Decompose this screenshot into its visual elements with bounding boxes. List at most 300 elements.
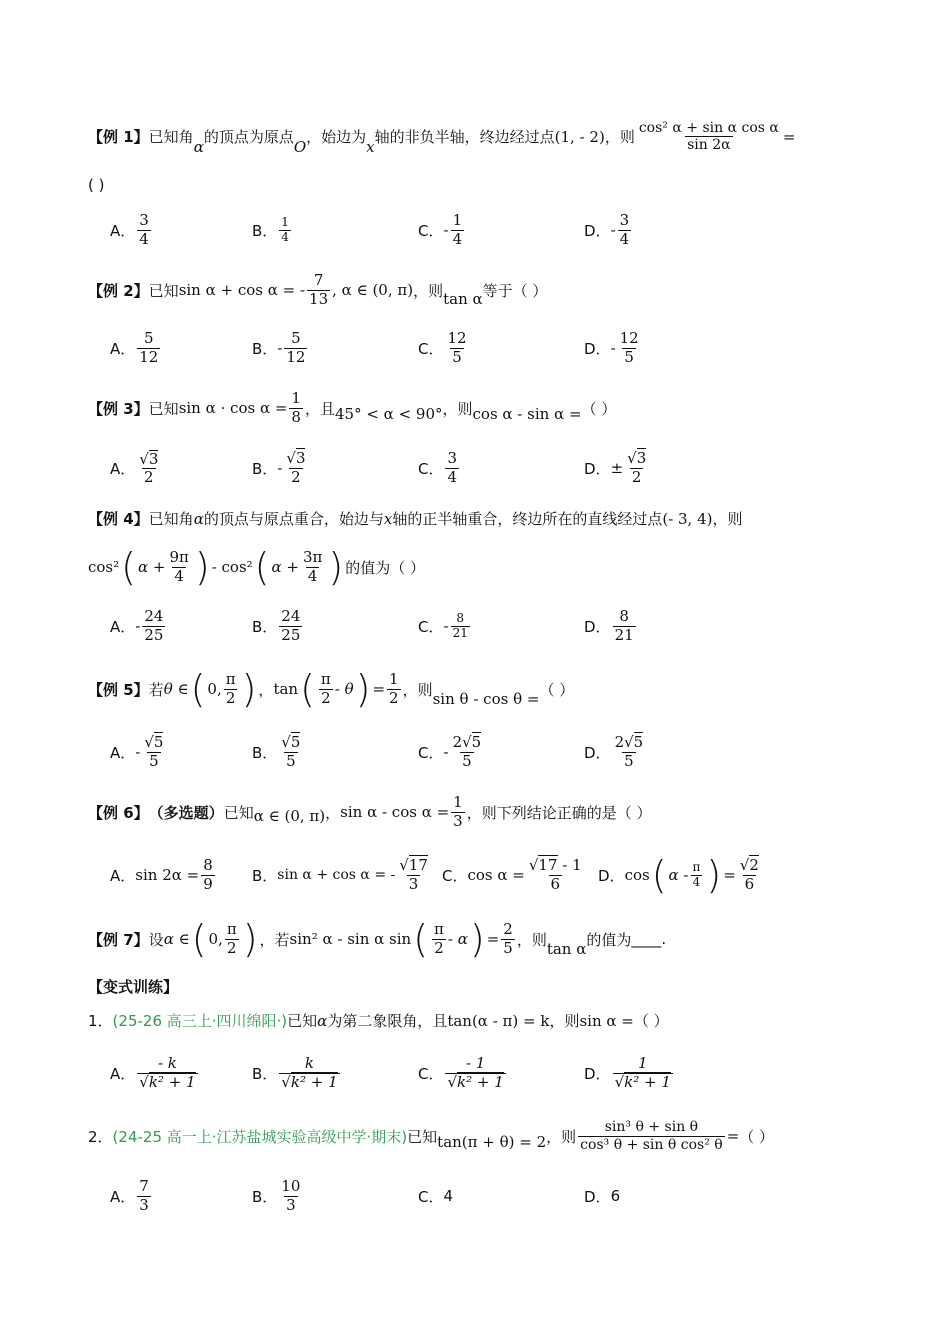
option-d[interactable] bbox=[584, 1048, 675, 1098]
option-a[interactable] bbox=[110, 604, 167, 648]
option-b[interactable] bbox=[252, 326, 309, 370]
sign: - bbox=[277, 339, 283, 357]
radicand: 2 bbox=[749, 856, 759, 875]
denominator: cos³ θ + sin θ cos² θ bbox=[580, 1136, 723, 1153]
radicand: 5 bbox=[290, 733, 301, 752]
text: ，始边为 bbox=[306, 128, 367, 147]
option-label: D． bbox=[584, 1187, 611, 1206]
text: 已知 bbox=[287, 1012, 318, 1030]
math: α bbox=[317, 1011, 328, 1030]
denominator: 4 bbox=[447, 467, 458, 486]
option-label: C． bbox=[418, 743, 444, 762]
example-tag: 【例 4】 bbox=[88, 510, 149, 528]
example-tag: 【例 3】 bbox=[88, 399, 149, 418]
math: sin 2α = bbox=[135, 866, 200, 884]
radicand: 3 bbox=[148, 449, 159, 468]
text: 已知角 bbox=[148, 128, 194, 147]
fraction bbox=[397, 857, 430, 893]
example-tag: 【例 2】 bbox=[88, 281, 149, 300]
text: 已知 bbox=[148, 399, 179, 418]
option-a[interactable] bbox=[110, 728, 167, 776]
math: tan α bbox=[443, 290, 483, 308]
text: （ ） bbox=[581, 399, 617, 418]
option-label: D． bbox=[584, 339, 611, 358]
numerator: 5 bbox=[291, 329, 301, 348]
math: O bbox=[293, 137, 307, 156]
fraction bbox=[137, 330, 160, 366]
math: - θ bbox=[334, 680, 354, 698]
math: cos α - sin α = bbox=[472, 405, 582, 423]
numerator: k bbox=[304, 1054, 314, 1073]
numerator: 24 bbox=[144, 607, 164, 626]
option-a[interactable] bbox=[110, 1048, 200, 1098]
math: = bbox=[726, 1127, 740, 1145]
numerator: 7 bbox=[313, 271, 324, 290]
numerator: 3π bbox=[302, 548, 323, 567]
radicand: 3 bbox=[636, 449, 647, 468]
text: 为第二象限角，且 bbox=[327, 1012, 448, 1030]
sign: ± bbox=[610, 459, 624, 477]
text: ， bbox=[258, 680, 274, 699]
text: ，若 bbox=[259, 930, 290, 949]
option-label: D． bbox=[584, 743, 611, 762]
text: ，且 bbox=[304, 399, 335, 418]
fraction bbox=[279, 1055, 339, 1091]
denominator: 4 bbox=[692, 874, 701, 889]
example-tag: 【例 7】 bbox=[88, 930, 149, 949]
radicand: 17 bbox=[538, 856, 558, 875]
coefficient: 2 bbox=[614, 733, 625, 752]
math: = bbox=[723, 866, 736, 884]
sign: - bbox=[443, 617, 449, 635]
numerator: 8 bbox=[456, 610, 465, 625]
numerator: π bbox=[434, 920, 444, 939]
math: α - bbox=[668, 866, 689, 884]
left-paren: ( bbox=[413, 917, 429, 961]
answer-blank[interactable]: ____. bbox=[631, 930, 667, 948]
math: θ ∈ bbox=[163, 680, 189, 698]
question-source: (25-26 高三上·四川绵阳·) bbox=[112, 1012, 288, 1030]
right-paren: ) bbox=[706, 853, 722, 897]
radicand: 5 bbox=[153, 733, 164, 752]
numerator: 3 bbox=[447, 449, 458, 468]
numerator: 1 bbox=[453, 793, 463, 812]
numerator: π bbox=[320, 670, 331, 689]
option-c[interactable] bbox=[418, 604, 472, 648]
option-label: B． bbox=[252, 459, 278, 478]
numerator: 8 bbox=[203, 856, 213, 875]
text: 的顶点与原点重合，始边与 bbox=[203, 510, 384, 528]
example-tag: 【例 5】 bbox=[88, 680, 149, 699]
text: 的顶点为原点 bbox=[203, 128, 294, 147]
example-1 bbox=[88, 120, 870, 156]
fraction bbox=[289, 390, 303, 426]
math: - 1 bbox=[562, 856, 582, 875]
numerator: √3 bbox=[139, 449, 159, 468]
option-label: B． bbox=[252, 1187, 278, 1206]
numerator: 10 bbox=[281, 1177, 301, 1196]
denominator: 21 bbox=[452, 625, 468, 640]
numerator: 2√5 bbox=[614, 733, 644, 752]
denominator: 4 bbox=[139, 229, 149, 248]
denominator: √k² + 1 bbox=[447, 1072, 504, 1091]
option-label: D． bbox=[584, 617, 611, 636]
denominator: 2 bbox=[631, 467, 642, 486]
option-a[interactable] bbox=[110, 208, 153, 252]
question-source: (24-25 高一上·江苏盐城实验高级中学·期末) bbox=[112, 1127, 408, 1146]
numerator: √5 bbox=[281, 733, 301, 752]
option-label: A． bbox=[110, 459, 136, 478]
option-a[interactable] bbox=[110, 326, 162, 370]
denominator: 2 bbox=[144, 468, 154, 486]
option-b[interactable] bbox=[252, 1048, 342, 1098]
text: ，则 bbox=[549, 1012, 580, 1030]
option-a[interactable] bbox=[110, 444, 162, 492]
options-5 bbox=[110, 728, 870, 776]
math: x bbox=[366, 137, 375, 156]
numerator: 12 bbox=[447, 329, 467, 348]
question-2 bbox=[88, 1114, 870, 1158]
math: (1, - 2) bbox=[554, 127, 605, 146]
math: - cos² bbox=[211, 558, 253, 576]
example-5 bbox=[88, 664, 870, 714]
numerator: 9π bbox=[169, 548, 189, 567]
fraction bbox=[501, 921, 515, 957]
options-4 bbox=[110, 604, 870, 648]
math: cos α = bbox=[467, 866, 525, 884]
numerator: √5 bbox=[144, 733, 164, 752]
fraction bbox=[618, 330, 641, 366]
radicand: 17 bbox=[408, 856, 428, 875]
numerator: 1 bbox=[281, 214, 289, 229]
fraction bbox=[527, 857, 584, 893]
text: ，则 bbox=[402, 680, 433, 699]
option-label: B． bbox=[252, 221, 278, 240]
option-label: A． bbox=[110, 339, 136, 358]
option-d[interactable] bbox=[584, 208, 633, 252]
fraction bbox=[613, 1055, 673, 1091]
option-a[interactable] bbox=[110, 1174, 153, 1218]
left-paren: ( bbox=[191, 917, 207, 961]
denominator: 2 bbox=[227, 938, 237, 957]
fraction bbox=[319, 671, 333, 707]
section-title bbox=[88, 976, 870, 997]
math: α ∈ (0, π) bbox=[253, 807, 326, 825]
denominator: 2 bbox=[225, 688, 236, 707]
math: tan α bbox=[546, 940, 587, 958]
sign: - bbox=[610, 339, 616, 357]
option-c[interactable] bbox=[418, 444, 461, 492]
left-paren: ( bbox=[300, 667, 315, 711]
radicand: 5 bbox=[633, 733, 644, 752]
numerator: 8 bbox=[619, 607, 629, 626]
left-paren: ( bbox=[121, 545, 136, 589]
denominator: 2 bbox=[434, 938, 444, 957]
option-label: B． bbox=[252, 866, 278, 885]
sign: - bbox=[135, 743, 141, 761]
denominator: 4 bbox=[307, 566, 318, 585]
text: ，则 bbox=[712, 510, 743, 528]
denominator: 5 bbox=[452, 347, 462, 366]
answer-blank bbox=[88, 176, 870, 194]
option-label: A． bbox=[110, 221, 136, 240]
text: （ ） bbox=[539, 680, 575, 699]
numerator: 2√5 bbox=[452, 733, 482, 752]
options-1 bbox=[110, 208, 870, 252]
denominator: 6 bbox=[550, 874, 561, 893]
fraction bbox=[451, 734, 484, 770]
fraction bbox=[451, 794, 465, 830]
fraction bbox=[451, 612, 470, 641]
sign: - bbox=[610, 221, 616, 239]
denominator: 21 bbox=[614, 625, 634, 644]
option-label: C． bbox=[418, 459, 444, 478]
fraction bbox=[301, 549, 324, 585]
text: ，则 bbox=[413, 281, 444, 300]
math: tan(α - π) = k bbox=[447, 1011, 550, 1030]
text: ，则 bbox=[604, 128, 635, 147]
option-b[interactable] bbox=[252, 850, 432, 900]
math: = bbox=[782, 127, 796, 146]
radicand: k² + 1 bbox=[290, 1072, 338, 1091]
text: 等于（ ） bbox=[482, 281, 548, 300]
text: 已知 bbox=[407, 1127, 438, 1146]
option-label: C． bbox=[418, 339, 444, 358]
option-d[interactable] bbox=[584, 604, 638, 648]
numerator: 1 bbox=[389, 670, 399, 689]
denominator: √k² + 1 bbox=[139, 1072, 196, 1091]
numerator: 5 bbox=[144, 329, 154, 348]
fraction bbox=[432, 921, 446, 957]
option-b[interactable] bbox=[252, 604, 304, 648]
numerator: π bbox=[225, 670, 236, 689]
numerator: √3 bbox=[627, 449, 647, 468]
right-paren: ) bbox=[328, 545, 344, 589]
denominator: 3 bbox=[408, 874, 419, 893]
math: , α ∈ (0, π) bbox=[332, 281, 414, 299]
right-paren: ) bbox=[355, 667, 371, 711]
left-paren: ( bbox=[651, 853, 667, 897]
denominator: √k² + 1 bbox=[614, 1072, 671, 1091]
denominator: 4 bbox=[452, 229, 463, 248]
right-paren: ) bbox=[242, 917, 258, 961]
denominator: 12 bbox=[286, 347, 306, 366]
math: α bbox=[193, 509, 204, 528]
denominator: sin 2α bbox=[687, 137, 731, 154]
fraction bbox=[142, 734, 165, 770]
fraction bbox=[613, 608, 636, 644]
fraction bbox=[137, 450, 160, 487]
example-4-expression bbox=[88, 542, 870, 592]
option-label: A． bbox=[110, 1064, 136, 1083]
fraction bbox=[625, 450, 648, 486]
option-c[interactable] bbox=[418, 1174, 453, 1218]
option-label: B． bbox=[252, 743, 278, 762]
numerator: - 1 bbox=[465, 1054, 486, 1073]
denominator: 4 bbox=[619, 229, 630, 248]
option-label: C． bbox=[418, 1187, 444, 1206]
numerator: 7 bbox=[139, 1177, 149, 1196]
example-6 bbox=[88, 790, 870, 834]
math: 45° < α < 90° bbox=[334, 405, 443, 423]
math: x bbox=[383, 509, 393, 528]
text: 已知角 bbox=[148, 510, 194, 528]
left-paren: ( bbox=[254, 545, 270, 589]
option-d[interactable] bbox=[584, 444, 650, 492]
denominator: 3 bbox=[139, 1195, 149, 1214]
option-b[interactable] bbox=[252, 1174, 304, 1218]
option-b[interactable] bbox=[252, 728, 304, 776]
fraction bbox=[137, 212, 151, 248]
radicand: 3 bbox=[295, 449, 306, 468]
fraction bbox=[225, 921, 239, 957]
math: 0, bbox=[208, 930, 223, 948]
coefficient: 2 bbox=[452, 733, 463, 752]
denominator: 2 bbox=[389, 688, 399, 707]
fraction bbox=[201, 857, 215, 893]
fraction bbox=[279, 608, 302, 644]
option-c[interactable] bbox=[442, 850, 586, 900]
text: 轴的正半轴重合，终边所在的直线经过点 bbox=[392, 510, 663, 528]
numerator: 24 bbox=[281, 607, 301, 626]
math: sin α - cos α = bbox=[340, 803, 450, 821]
sign: - bbox=[443, 221, 449, 239]
denominator: 5 bbox=[624, 751, 634, 770]
example-7 bbox=[88, 914, 870, 964]
options-q2 bbox=[110, 1174, 870, 1218]
option-label: D． bbox=[584, 459, 611, 478]
math: cos² bbox=[88, 558, 120, 576]
option-d[interactable] bbox=[584, 326, 643, 370]
sign: - bbox=[277, 459, 283, 477]
option-label: B． bbox=[252, 339, 278, 358]
fraction bbox=[445, 330, 468, 366]
option-label: C． bbox=[442, 866, 468, 885]
options-3 bbox=[110, 444, 870, 492]
options-6 bbox=[110, 850, 870, 900]
math: tan(π + θ) = 2 bbox=[437, 1133, 547, 1151]
math: cos bbox=[624, 866, 650, 884]
numerator: √3 bbox=[286, 449, 306, 468]
denominator: 2 bbox=[321, 688, 331, 707]
option-d[interactable] bbox=[584, 728, 647, 776]
option-c[interactable] bbox=[418, 1048, 508, 1098]
math: α + bbox=[271, 558, 299, 576]
numerator: 1 bbox=[452, 211, 463, 230]
fraction bbox=[451, 212, 465, 248]
option-b[interactable] bbox=[252, 444, 309, 492]
right-paren: ) bbox=[194, 545, 210, 589]
option-label: B． bbox=[252, 617, 278, 636]
text: 的值为 bbox=[586, 930, 632, 949]
denominator: 3 bbox=[453, 811, 463, 830]
denominator: 6 bbox=[744, 874, 755, 893]
option-a[interactable] bbox=[110, 850, 217, 900]
text: 设 bbox=[148, 930, 164, 949]
math: α bbox=[193, 137, 204, 156]
fraction bbox=[279, 734, 302, 770]
question-number: 2． bbox=[88, 1127, 113, 1146]
text: 已知 bbox=[148, 281, 179, 300]
option-c[interactable] bbox=[418, 728, 485, 776]
text: 若 bbox=[148, 680, 164, 699]
denominator: 13 bbox=[309, 289, 329, 308]
option-d[interactable] bbox=[598, 850, 763, 900]
math: sin α + cos α = - bbox=[178, 281, 306, 299]
math: tan bbox=[273, 680, 299, 698]
math: α + bbox=[137, 558, 166, 576]
multi-select-tag: （多选题） bbox=[148, 803, 224, 822]
fraction bbox=[142, 608, 165, 644]
denominator: 5 bbox=[624, 347, 634, 366]
fraction bbox=[167, 549, 190, 585]
example-2 bbox=[88, 268, 870, 312]
denominator: 9 bbox=[203, 874, 213, 893]
option-value: 6 bbox=[610, 1187, 621, 1205]
numerator: 2 bbox=[503, 920, 513, 939]
denominator: 25 bbox=[281, 625, 301, 644]
option-c[interactable] bbox=[418, 326, 471, 370]
fraction bbox=[613, 734, 646, 770]
numerator: sin³ θ + sin θ bbox=[604, 1119, 699, 1136]
fraction bbox=[279, 1178, 302, 1214]
question-1 bbox=[88, 1010, 870, 1031]
example-tag: 【例 6】 bbox=[88, 803, 149, 822]
text: 的值为（ ） bbox=[345, 558, 425, 577]
option-value: 4 bbox=[443, 1187, 454, 1205]
example-4 bbox=[88, 508, 870, 529]
fraction bbox=[284, 450, 307, 486]
numerator: - k bbox=[157, 1054, 177, 1073]
numerator: 1 bbox=[637, 1054, 648, 1073]
sign: - bbox=[135, 617, 141, 635]
text: （ ） bbox=[739, 1127, 775, 1146]
math: sin α · cos α = bbox=[178, 399, 288, 417]
math: = bbox=[486, 930, 500, 948]
numerator: π bbox=[226, 920, 237, 939]
numerator: cos² α + sin α cos α bbox=[638, 120, 779, 136]
math: sin α = bbox=[579, 1011, 634, 1030]
option-label: C． bbox=[418, 617, 444, 636]
numerator: √17 bbox=[399, 856, 428, 875]
denominator: 25 bbox=[144, 625, 164, 644]
option-label: D． bbox=[598, 866, 625, 885]
option-c[interactable] bbox=[418, 208, 466, 252]
option-label: A． bbox=[110, 617, 136, 636]
right-paren: ) bbox=[241, 667, 257, 711]
option-d[interactable] bbox=[584, 1174, 620, 1218]
text: （ ） bbox=[633, 1012, 669, 1030]
denominator: 4 bbox=[281, 229, 289, 244]
fraction bbox=[445, 450, 459, 486]
fraction bbox=[279, 216, 291, 245]
denominator: 5 bbox=[149, 751, 159, 770]
denominator: 4 bbox=[174, 566, 184, 585]
math: sin θ - cos θ = bbox=[432, 690, 540, 708]
fraction bbox=[387, 671, 401, 707]
fraction bbox=[445, 1055, 505, 1091]
sign: - bbox=[443, 743, 449, 761]
option-label: D． bbox=[584, 1064, 611, 1083]
example-3 bbox=[88, 386, 870, 430]
option-b[interactable] bbox=[252, 208, 293, 252]
text: ，则 bbox=[516, 930, 547, 949]
math: = bbox=[372, 680, 386, 698]
text: 轴的非负半轴，终边经过点 bbox=[374, 128, 555, 147]
text: ， bbox=[325, 803, 341, 822]
option-label: C． bbox=[418, 1064, 444, 1083]
math: - α bbox=[447, 930, 468, 948]
